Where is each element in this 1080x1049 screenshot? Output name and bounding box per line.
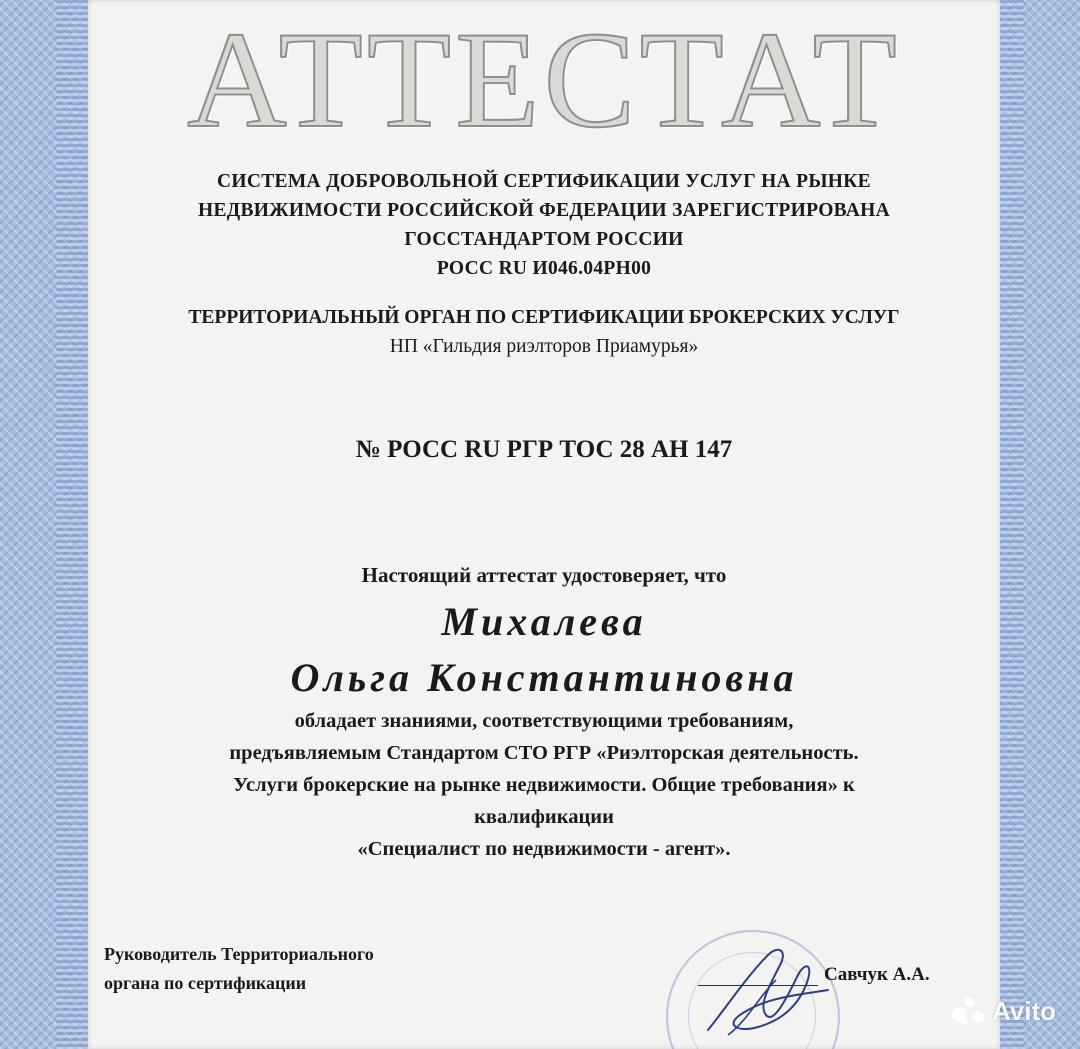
handwritten-signature (688, 935, 838, 1049)
watermark-text: Avito (991, 996, 1056, 1026)
certification-system-header (88, 167, 1000, 283)
signer-title-line: органа по сертификации (104, 973, 307, 993)
body-line: Услуги брокерские на рынке недвижимости. Общие требования» к (233, 774, 855, 796)
signer-title-line: Руководитель Территориального (104, 944, 374, 964)
certification-organ (88, 303, 1000, 361)
body-line: обладает знаниями, соответствующими требованиям, (294, 710, 794, 732)
holder-surname: Михалева (441, 599, 647, 644)
certificate-intro: Настоящий аттестат удостоверяет, что (361, 563, 727, 587)
header-line: СИСТЕМА ДОБРОВОЛЬНОЙ СЕРТИФИКАЦИИ УСЛУГ НА РЫНКЕ (216, 171, 871, 192)
holder-given-names: Ольга Константиновна (290, 655, 798, 700)
header-line: РОСС RU И046.04РН00 (436, 258, 652, 279)
signer-title (104, 940, 374, 998)
body-line: квалификации (474, 806, 614, 828)
organ-line: ТЕРРИТОРИАЛЬНЫЙ ОРГАН ПО СЕРТИФИКАЦИИ БРОКЕРСКИХ УСЛУГ (188, 307, 900, 328)
header-line: НЕДВИЖИМОСТИ РОССИЙСКОЙ ФЕДЕРАЦИИ ЗАРЕГИСТРИРОВАНА (198, 200, 890, 221)
body-line: предъявляемым Стандартом СТО РГР «Риэлторская деятельность. (229, 742, 859, 764)
certificate-title: АТТЕСТАТ (187, 3, 901, 156)
organization-name: НП «Гильдия риэлторов Приамурья» (389, 336, 699, 357)
body-line: «Специалист по недвижимости - агент». (357, 838, 731, 860)
signer-name: Савчук А.А. (824, 964, 930, 985)
header-line: ГОССТАНДАРТОМ РОССИИ (404, 229, 684, 250)
certificate-content (88, 0, 1000, 1049)
certificate-number: № РОСС RU РГР ТОС 28 АН 147 (355, 436, 733, 463)
signature-line (698, 985, 818, 986)
avito-watermark (952, 996, 1056, 1027)
avito-logo-icon (952, 997, 986, 1027)
certificate-body (88, 705, 1000, 865)
